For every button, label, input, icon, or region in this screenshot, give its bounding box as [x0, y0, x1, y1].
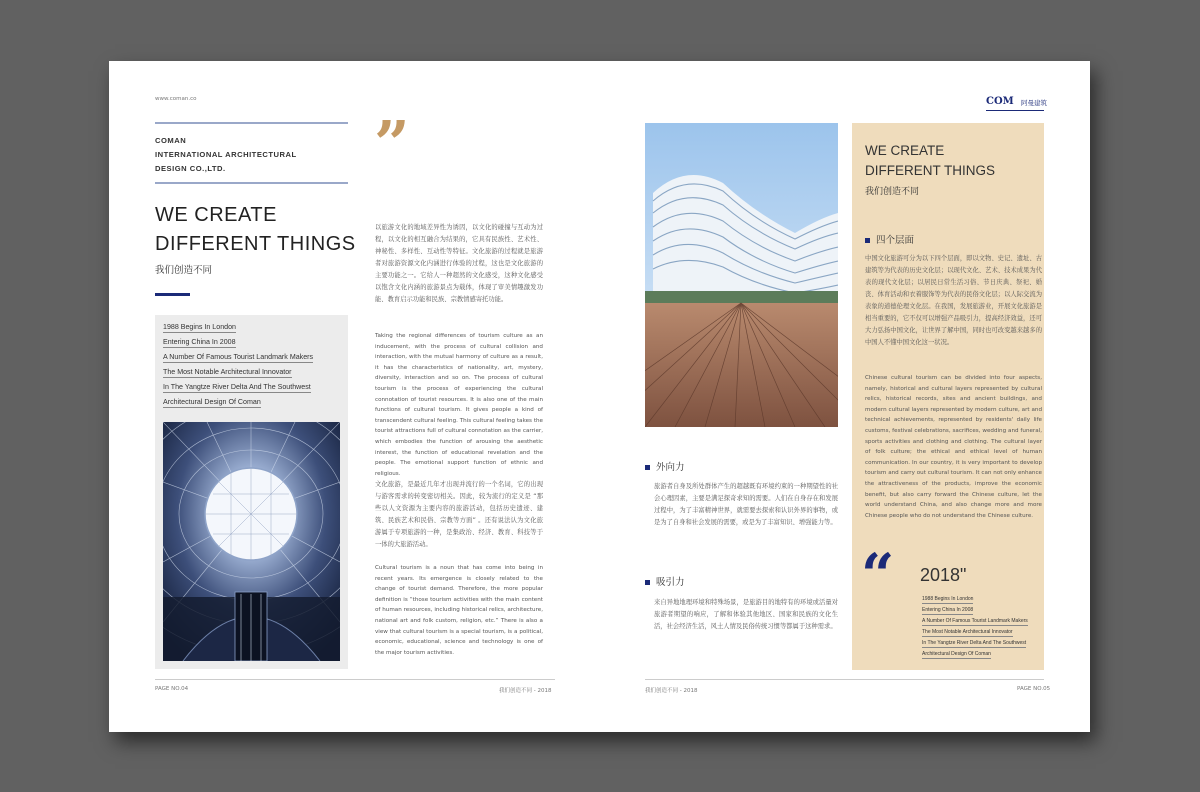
list-item: Architectural Design Of Coman — [922, 651, 991, 657]
footer-rule-left — [155, 679, 555, 680]
panel-section-heading: 四个层面 — [865, 232, 914, 246]
panel-year: 2018" — [920, 565, 967, 585]
section-text-outward: 旅游者自身及所处群体产生的超越既有环境约束的一种期望性的社会心理因素，主要是满足探奇求知的需要。人们在自身存在和发展过程中，为了丰富精神世界，就需要去探索和认识外界的事物，或是为了自身和社会发展的需要，或是为了丰富知识、增强能力等。 — [654, 483, 838, 526]
body-text-en-1: Taking the regional differences of tourism culture as an inducement, with the process of cultural collision and interaction, with the mutual harmony of culture as a result, it has the characteristics of nationality, art, mystery, diversity, interaction and so on. The process of cultural tourism is the process of experiencing the cultural connotation of tourist resources. It is also one of the main functions of cultural tourism. It gives people a kind of transcendent cultural feeling. This cultural feeling takes the tourist attractions full of cultural connotation as the carrier, which embodies the function of arousing the aesthetic interest, the function of educational revelation and the people. The emotional support function of ethnic and religious. — [375, 333, 543, 477]
subtitle: 我们创造不同 — [155, 265, 213, 276]
divider-mid — [155, 182, 348, 184]
page-number-left: PAGE NO.04 — [155, 686, 189, 692]
section-text-attraction: 来自异地地理环境和特殊场景，是旅游目的地特有的环境或活量对旅游者期望的响应，了解和体验其他地区、国家和民族的文化生活，社会经济生活，风土人情及民俗传统习惯等都属于这种需求。 — [654, 599, 838, 630]
list-item: Entering China In 2008 — [922, 607, 974, 613]
brand-logo-cn: 阿曼建筑 — [1021, 99, 1047, 107]
list-item: A Number Of Famous Tourist Landmark Makers — [163, 353, 314, 361]
building-photo — [645, 123, 838, 427]
quote-mark-icon: ” — [374, 107, 410, 180]
company-name: COMAN INTERNATIONAL ARCHITECTURAL DESIGN CO.,LTD. — [155, 136, 297, 173]
logo-underline — [986, 110, 1044, 111]
quote-mark-icon: “ — [861, 541, 895, 609]
body-text-cn-2: 文化旅游，是最近几年才出现并流行的一个名词，它的出现与游客需求的转变密切相关。因此，较为流行的定义是 “那些以人文资源为主要内容的旅游活动，包括历史遗迹、建筑、民族艺术和民俗、宗教等方面” 。还有说法认为文化旅游属于专项旅游的一种，是集政治、经济、教育、科技等于一体的大旅游活动。 — [375, 481, 543, 548]
site-url: www.coman.co — [155, 96, 197, 102]
list-item: In The Yangtze River Delta And The Southwest — [163, 383, 311, 391]
section-heading-outward: 外向力 — [645, 459, 685, 473]
body-text-en-2: Cultural tourism is a noun that has come into being in recent years. Its emergence is closely related to the change of tourist demand. Therefore, the more popular definition is “those tourism activities with the main content of human resources, including historical relics, architecture, national art and folk custom, religion, etc.” There is also a view that cultural tourism is a special tourism, is a political, economic, educational, science and technology is one of the major tourism activities. — [375, 565, 543, 656]
square-bullet-icon — [865, 238, 870, 243]
milestone-list — [163, 323, 313, 413]
list-item: The Most Notable Architectural Innovator — [163, 368, 292, 376]
footer-tagline-left: 我们创造不同 - 2018 — [499, 688, 552, 694]
panel-milestone-list — [922, 596, 1028, 662]
list-item: The Most Notable Architectural Innovator — [922, 629, 1013, 635]
divider-top — [155, 122, 348, 124]
list-item: Architectural Design Of Coman — [163, 398, 261, 406]
accent-bar — [155, 293, 190, 296]
brand-logo: COM — [986, 96, 1014, 107]
magazine-spread — [109, 61, 1090, 732]
panel-headline: WE CREATE DIFFERENT THINGS — [865, 143, 996, 178]
list-item: In The Yangtze River Delta And The Southwest — [922, 640, 1027, 646]
list-item: Entering China In 2008 — [163, 338, 236, 346]
footer-tagline-right: 我们创造不同 - 2018 — [645, 688, 698, 694]
section-heading-attraction: 吸引力 — [645, 574, 685, 588]
square-bullet-icon — [645, 580, 650, 585]
body-text-cn-1: 以旅游文化的地域差异性为诱因，以文化的碰撞与互动为过程，以文化的相互融合为结果的，它具有民族性、艺术性、神秘性、多样性、互动性等特征。文化旅游的过程就是旅游者对旅游资源文化内涵进行体验的过程，这也是文化旅游的主要功能之一。它给人一种超然的文化感受，这种文化感受以饱含文化内涵的旅游景点为载体，体现了审美情趣激发功能、教育启示功能和民族、宗教情感寄托功能。 — [375, 224, 543, 303]
square-bullet-icon — [645, 465, 650, 470]
panel-text-cn: 中国文化旅游可分为以下四个层面，即以文物、史记、遗址、古建筑等为代表的历史文化层；以现代文化、艺术、技术成果为代表的现代文化层；以居民日常生活习俗、节日庆典、祭祀、婚丧、体育活动和衣着服饰等为代表的民俗文化层；以人际交流为表象的道德伦理文化层。在我国，发展旅游业，开展文化旅游是相当重要的，它不仅可以增强产品吸引力，提高经济效益，还可大力弘扬中国文化，让世界了解中国，同时也可改变越来越多的中国人不懂中国文化这一状况。 — [865, 255, 1042, 346]
panel-text-en: Chinese cultural tourism can be divided into four aspects, namely, historical and cultural layers represented by cultural relics, historical records, sites and ancient buildings, and modern cultural layers represented by modern culture, art and technical achievements, represented by residents' daily life customs, festival celebrations, sacrifices, wedding and funeral, sports activities and clothing and clothing. The cultural layer of folk culture; the ethical and ethical level of human communication. In our country, it is very important to develop tourism and carry out cultural tourism. It can not only enhance the attractiveness of the products, improve the economic benefit, but also carry forward the Chinese culture, let the world understand China, and also change more and more Chinese people who do not understand the Chinese culture. — [865, 375, 1042, 519]
dome-photo — [163, 422, 340, 661]
list-item: 1988 Begins In London — [163, 323, 236, 331]
footer-rule-right — [645, 679, 1044, 680]
page-number-right: PAGE NO.05 — [1017, 686, 1051, 692]
list-item: 1988 Begins In London — [922, 596, 974, 602]
list-item: A Number Of Famous Tourist Landmark Makers — [922, 618, 1028, 624]
headline: WE CREATE DIFFERENT THINGS — [155, 204, 356, 255]
panel-subtitle: 我们创造不同 — [865, 187, 920, 197]
